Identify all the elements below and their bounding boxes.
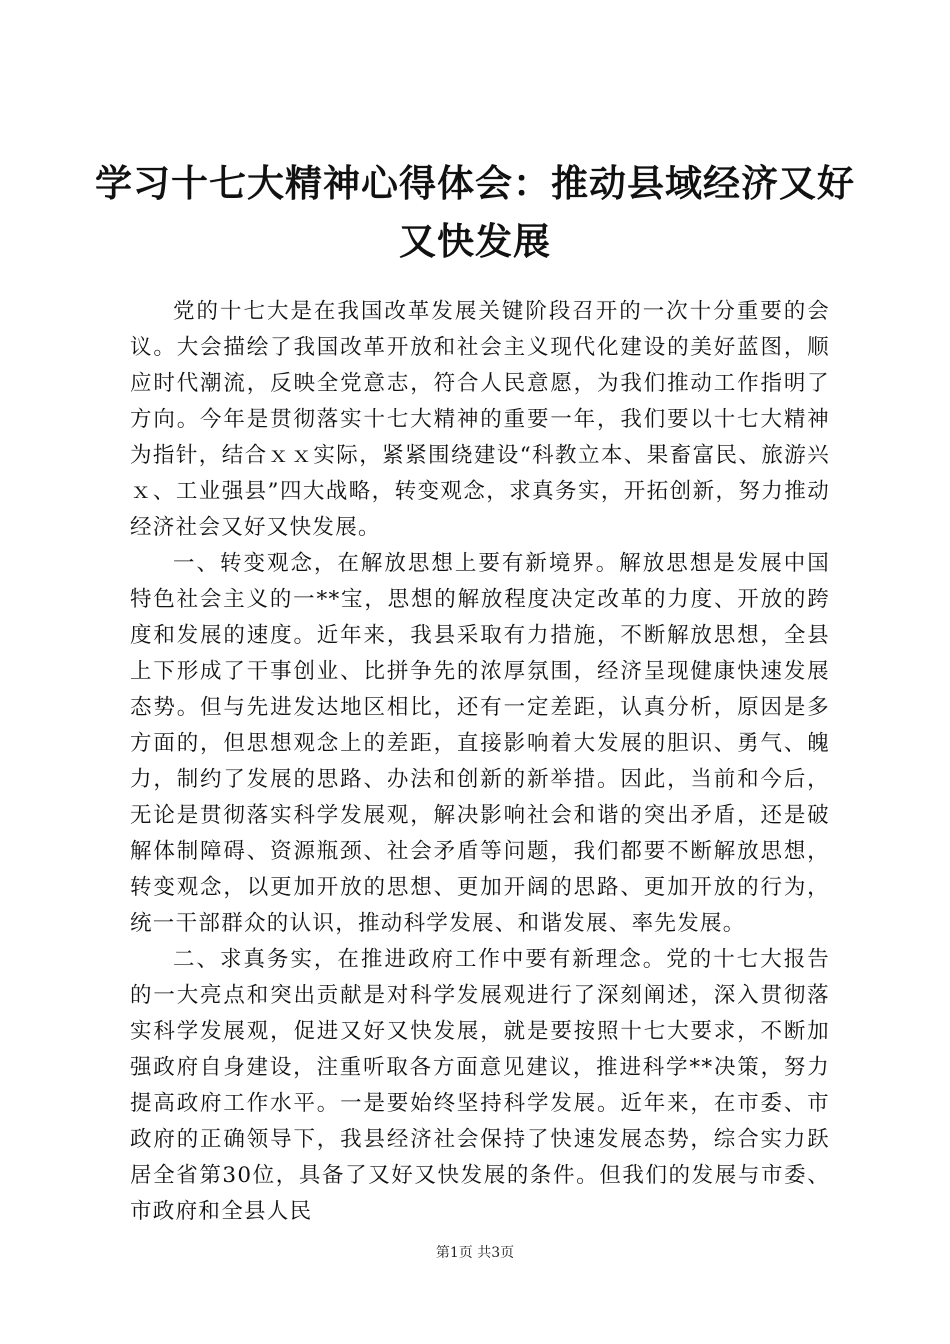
document-body [130,294,830,1230]
paragraph-intro: 党的十七大是在我国改革发展关键阶段召开的一次十分重要的会议。大会描绘了我国改革开放和社会主义现代化建设的美好蓝图，顺应时代潮流，反映全党意志，符合人民意愿，为我们推动工作指明了方向。今年是贯彻落实十七大精神的重要一年，我们要以十七大精神为指针，结合ｘｘ实际，紧紧围绕建设“科教立本、果畜富民、旅游兴ｘ、工业强县”四大战略，转变观念，求真务实，开拓创新，努力推动经济社会又好又快发展。 [130,299,830,540]
page-footer: 第1页 共3页 [435,1245,515,1261]
paragraph-section-1: 一、转变观念，在解放思想上要有新境界。解放思想是发展中国特色社会主义的一**宝，思想的解放程度决定改革的力度、开放的跨度和发展的速度。近年来，我县采取有力措施，不断解放思想，全县上下形成了干事创业、比拼争先的浓厚氛围，经济呈现健康快速发展态势。但与先进发达地区相比，还有一定差距，认真分析，原因是多方面的，但思想观念上的差距，直接影响着大发展的胆识、勇气、魄力，制约了发展的思路、办法和创新的新举措。因此，当前和今后，无论是贯彻落实科学发展观，解决影响社会和谐的突出矛盾，还是破解体制障碍、资源瓶颈、社会矛盾等问题，我们都要不断解放思想，转变观念，以更加开放的思想、更加开阔的思路、更加开放的行为，统一干部群众的认识，推动科学发展、和谐发展、率先发展。 [130,551,830,936]
paragraph-section-2: 二、求真务实，在推进政府工作中要有新理念。党的十七大报告的一大亮点和突出贡献是对科学发展观进行了深刻阐述，深入贯彻落实科学发展观，促进又好又快发展，就是要按照十七大要求，不断加强政府自身建设，注重听取各方面意见建议，推进科学**决策，努力提高政府工作水平。一是要始终坚持科学发展。近年来，在市委、市政府的正确领导下，我县经济社会保持了快速发展态势，综合实力跃居全省第30位，具备了又好又快发展的条件。但我们的发展与市委、市政府和全县人民 [130,947,830,1224]
document-title: 学习十七大精神心得体会：推动县域经济又好又快发展 [95,162,855,263]
